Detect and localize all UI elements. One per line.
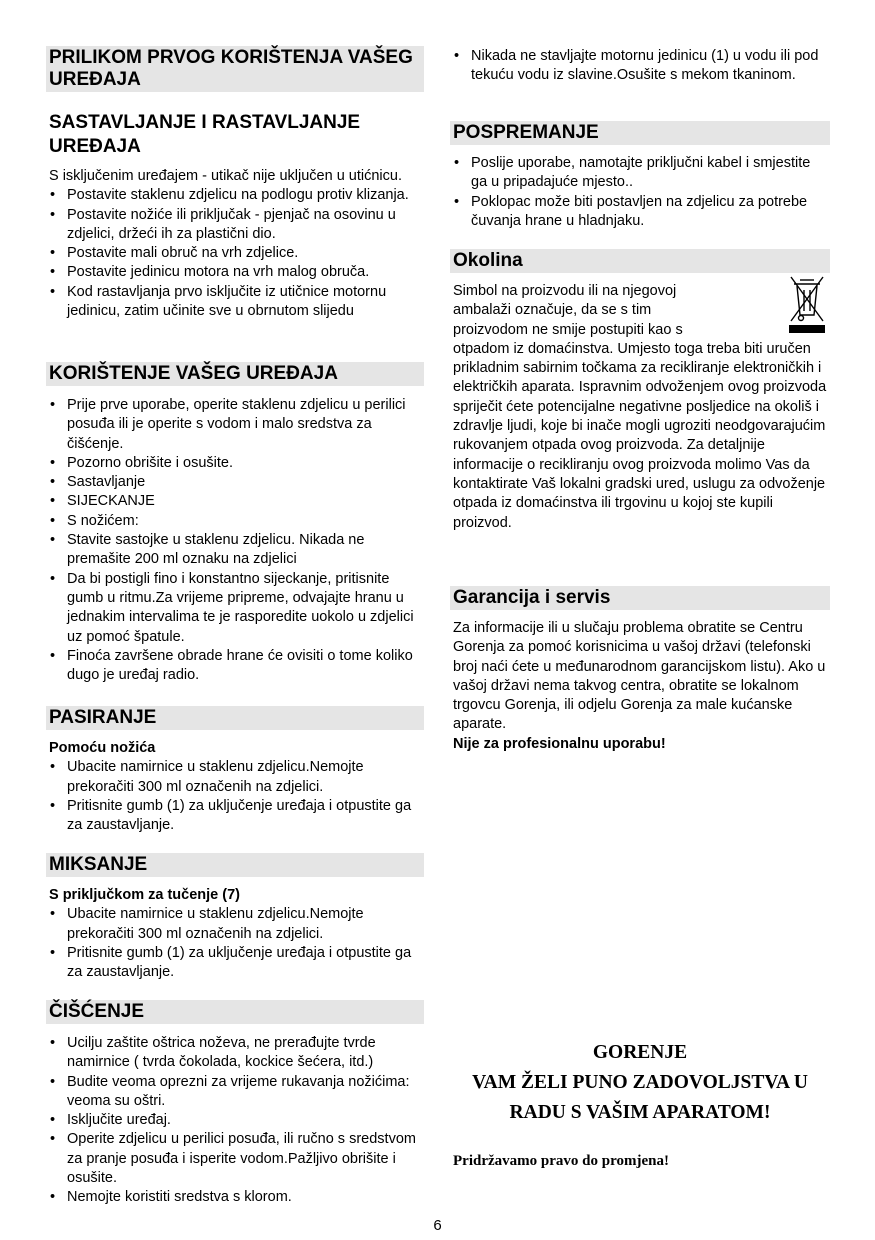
list-item: • Stavite sastojke u staklenu zdjelicu. Nikada ne premašite 200 ml oznaku na zdjelici [49, 531, 424, 570]
list-item: • Ucilju zaštite oštrica noževa, ne prerađujte tvrde namirnice ( tvrda čokolada, kockice šećera, itd.) [49, 1034, 427, 1073]
list-item: • Pritisnite gumb (1) za uključenje uređaja i otpustite ga za zaustavljanje. [49, 797, 424, 836]
list-item: • Ubacite namirnice u staklenu zdjelicu.Nemojte prekoračiti 300 ml označenih na zdjelici. [49, 905, 424, 944]
section-heading-storage: POSPREMANJE [450, 121, 830, 145]
list-item: • Postavite mali obruč na vrh zdjelice. [49, 244, 424, 263]
list-item: • Prije prve uporabe, operite staklenu zdjelicu u perilici posuđa ili je operite s vodom i malo sredstva za čišćenje. [49, 396, 424, 454]
list-item: • Poslije uporabe, namotajte priključni kabel i smjestite ga u pripadajuće mjesto.. [453, 154, 828, 193]
warranty-paragraph: Za informacije ili u slučaju problema obratite se Centru Gorenja za pomoć korisnicima u vašoj državi (telefonski broj naći ćete u međunarodnom garancijskom listu). Ako u vašoj državi nema takvog centra, obratite se lokalnom trgovcu Gorenja, ili odjelu Gorenja za male kućanske aparate. [453, 620, 826, 733]
pureeing-subheading: Pomoću nožića [49, 740, 156, 756]
list-item: • Sastavljanje [49, 473, 424, 492]
list-item: • Da bi postigli fino i konstantno sijeckanje, pritisnite gumb u ritmu.Za vrijeme pripreme, odvajajte hranu u jednakim intervalima te je rasporedite uokolo u zdjelici uz pomoć špatule. [49, 570, 424, 647]
cleaning-list [46, 1034, 427, 1208]
list-item: • Pozorno obrišite i osušite. [49, 454, 424, 473]
list-item: • Ubacite namirnice u staklenu zdjelicu.Nemojte prekoračiti 300 ml označenih na zdjelici. [49, 758, 424, 797]
closing-message [450, 1038, 830, 1128]
section-heading-assembly: SASTAVLJANJE I RASTAVLJANJE UREĐAJA [49, 112, 361, 157]
mixing-section [46, 886, 424, 982]
usage-list [46, 396, 424, 685]
closing-line-2: VAM ŽELI PUNO ZADOVOLJSTVA U [472, 1072, 808, 1093]
storage-list [450, 154, 828, 231]
section-heading-warranty: Garancija i servis [450, 586, 830, 610]
list-item: • Budite veoma oprezni za vrijeme rukavanja nožićima: veoma su oštri. [49, 1073, 427, 1112]
mixing-subheading: S priključkom za tučenje (7) [49, 887, 240, 903]
crossed-out-wheelie-bin-icon [788, 275, 826, 335]
disclaimer: Pridržavamo pravo do promjena! [453, 1153, 669, 1169]
list-item: • Postavite staklenu zdjelicu na podlogu protiv klizanja. [49, 186, 424, 205]
page-number: 6 [433, 1217, 442, 1234]
section-heading-usage: KORIŠTENJE VAŠEG UREĐAJA [46, 362, 424, 386]
list-item: • S nožićem: [49, 512, 424, 531]
environment-text [450, 282, 830, 533]
list-item: • Postavite nožiće ili priključak - pjenjač na osovinu u zdjelici, držeći ih za plastični dio. [49, 206, 424, 245]
environment-paragraph: otpadom iz domaćinstva. Umjesto toga treba biti uručen prikladnim sabirnim točkama za recikliranje elektroničkih i električkih aparata. Ispravnim odvoženjem ovog proizvoda spriječit ćete potencijalne negativne posljedice na okoliš i zdravlje ljudi, koje bi inače mogli ugroziti neodgovarajućim rukovanjem otpada ovog proizvoda. Za detaljnije informacije o recikliranju ovog proizvoda molimo Vas da kontaktirate Vaš lokalni gradski ured, uslugu za odvoženje otpada iz domaćinstva ili trgovinu u kojoj ste kupili proizvod. [453, 340, 827, 531]
list-item: • Kod rastavljanja prvo isključite iz utičnice motornu jedinicu, zatim učinite sve u obrnutom slijedu [49, 283, 424, 322]
environment-line-1: Simbol na proizvodu ili na njegovoj [453, 283, 677, 299]
closing-brand: GORENJE [592, 1042, 688, 1063]
environment-line-3: proizvodom ne smije postupiti kao s [453, 321, 683, 338]
list-item: • Nemojte koristiti sredstva s klorom. [49, 1188, 427, 1207]
motor-warning-list [450, 47, 828, 86]
list-item: • Pritisnite gumb (1) za uključenje uređaja i otpustite ga za zaustavljanje. [49, 944, 424, 983]
list-item: • Operite zdjelicu u perilici posuđa, ili ručno s sredstvom za pranje posuđa i isperite vodom.Pažljivo obrišite i osušite. [49, 1130, 427, 1188]
list-item: • Finoća završene obrade hrane će ovisiti o tome koliko dugo je uređaj radio. [49, 647, 424, 686]
not-for-professional-use: Nije za profesionalnu uporabu! [453, 735, 666, 752]
section-heading-pureeing: PASIRANJE [46, 706, 424, 730]
list-item: • SIJECKANJE [49, 492, 424, 511]
pureeing-list [46, 758, 424, 835]
environment-line-2: ambalaži označuje, da se s tim [453, 302, 652, 319]
list-item: • Nikada ne stavljajte motornu jedinicu (1) u vodu ili pod tekuću vodu iz slavine.Osušite s mekom tkaninom. [453, 47, 828, 86]
mixing-list [46, 905, 424, 982]
warranty-text [450, 619, 830, 754]
closing-line-3: RADU S VAŠIM APARATOM! [509, 1102, 771, 1123]
assembly-section [46, 167, 424, 321]
assembly-intro: S isključenim uređajem - utikač nije uključen u utićnicu. [49, 168, 402, 184]
list-item: • Postavite jedinicu motora na vrh malog obruča. [49, 263, 424, 282]
section-heading-mixing: MIKSANJE [46, 853, 424, 877]
section-heading-first-use: PRILIKOM PRVOG KORIŠTENJA VAŠEG UREĐAJA [46, 46, 424, 92]
list-item: • Isključite uređaj. [49, 1111, 427, 1130]
section-heading-cleaning: ČIŠĆENJE [46, 1000, 424, 1024]
assembly-list [46, 186, 424, 321]
list-item: • Poklopac može biti postavljen na zdjelicu za potrebe čuvanja hrane u hladnjaku. [453, 193, 828, 232]
pureeing-section [46, 739, 424, 835]
section-heading-environment: Okolina [450, 249, 830, 273]
